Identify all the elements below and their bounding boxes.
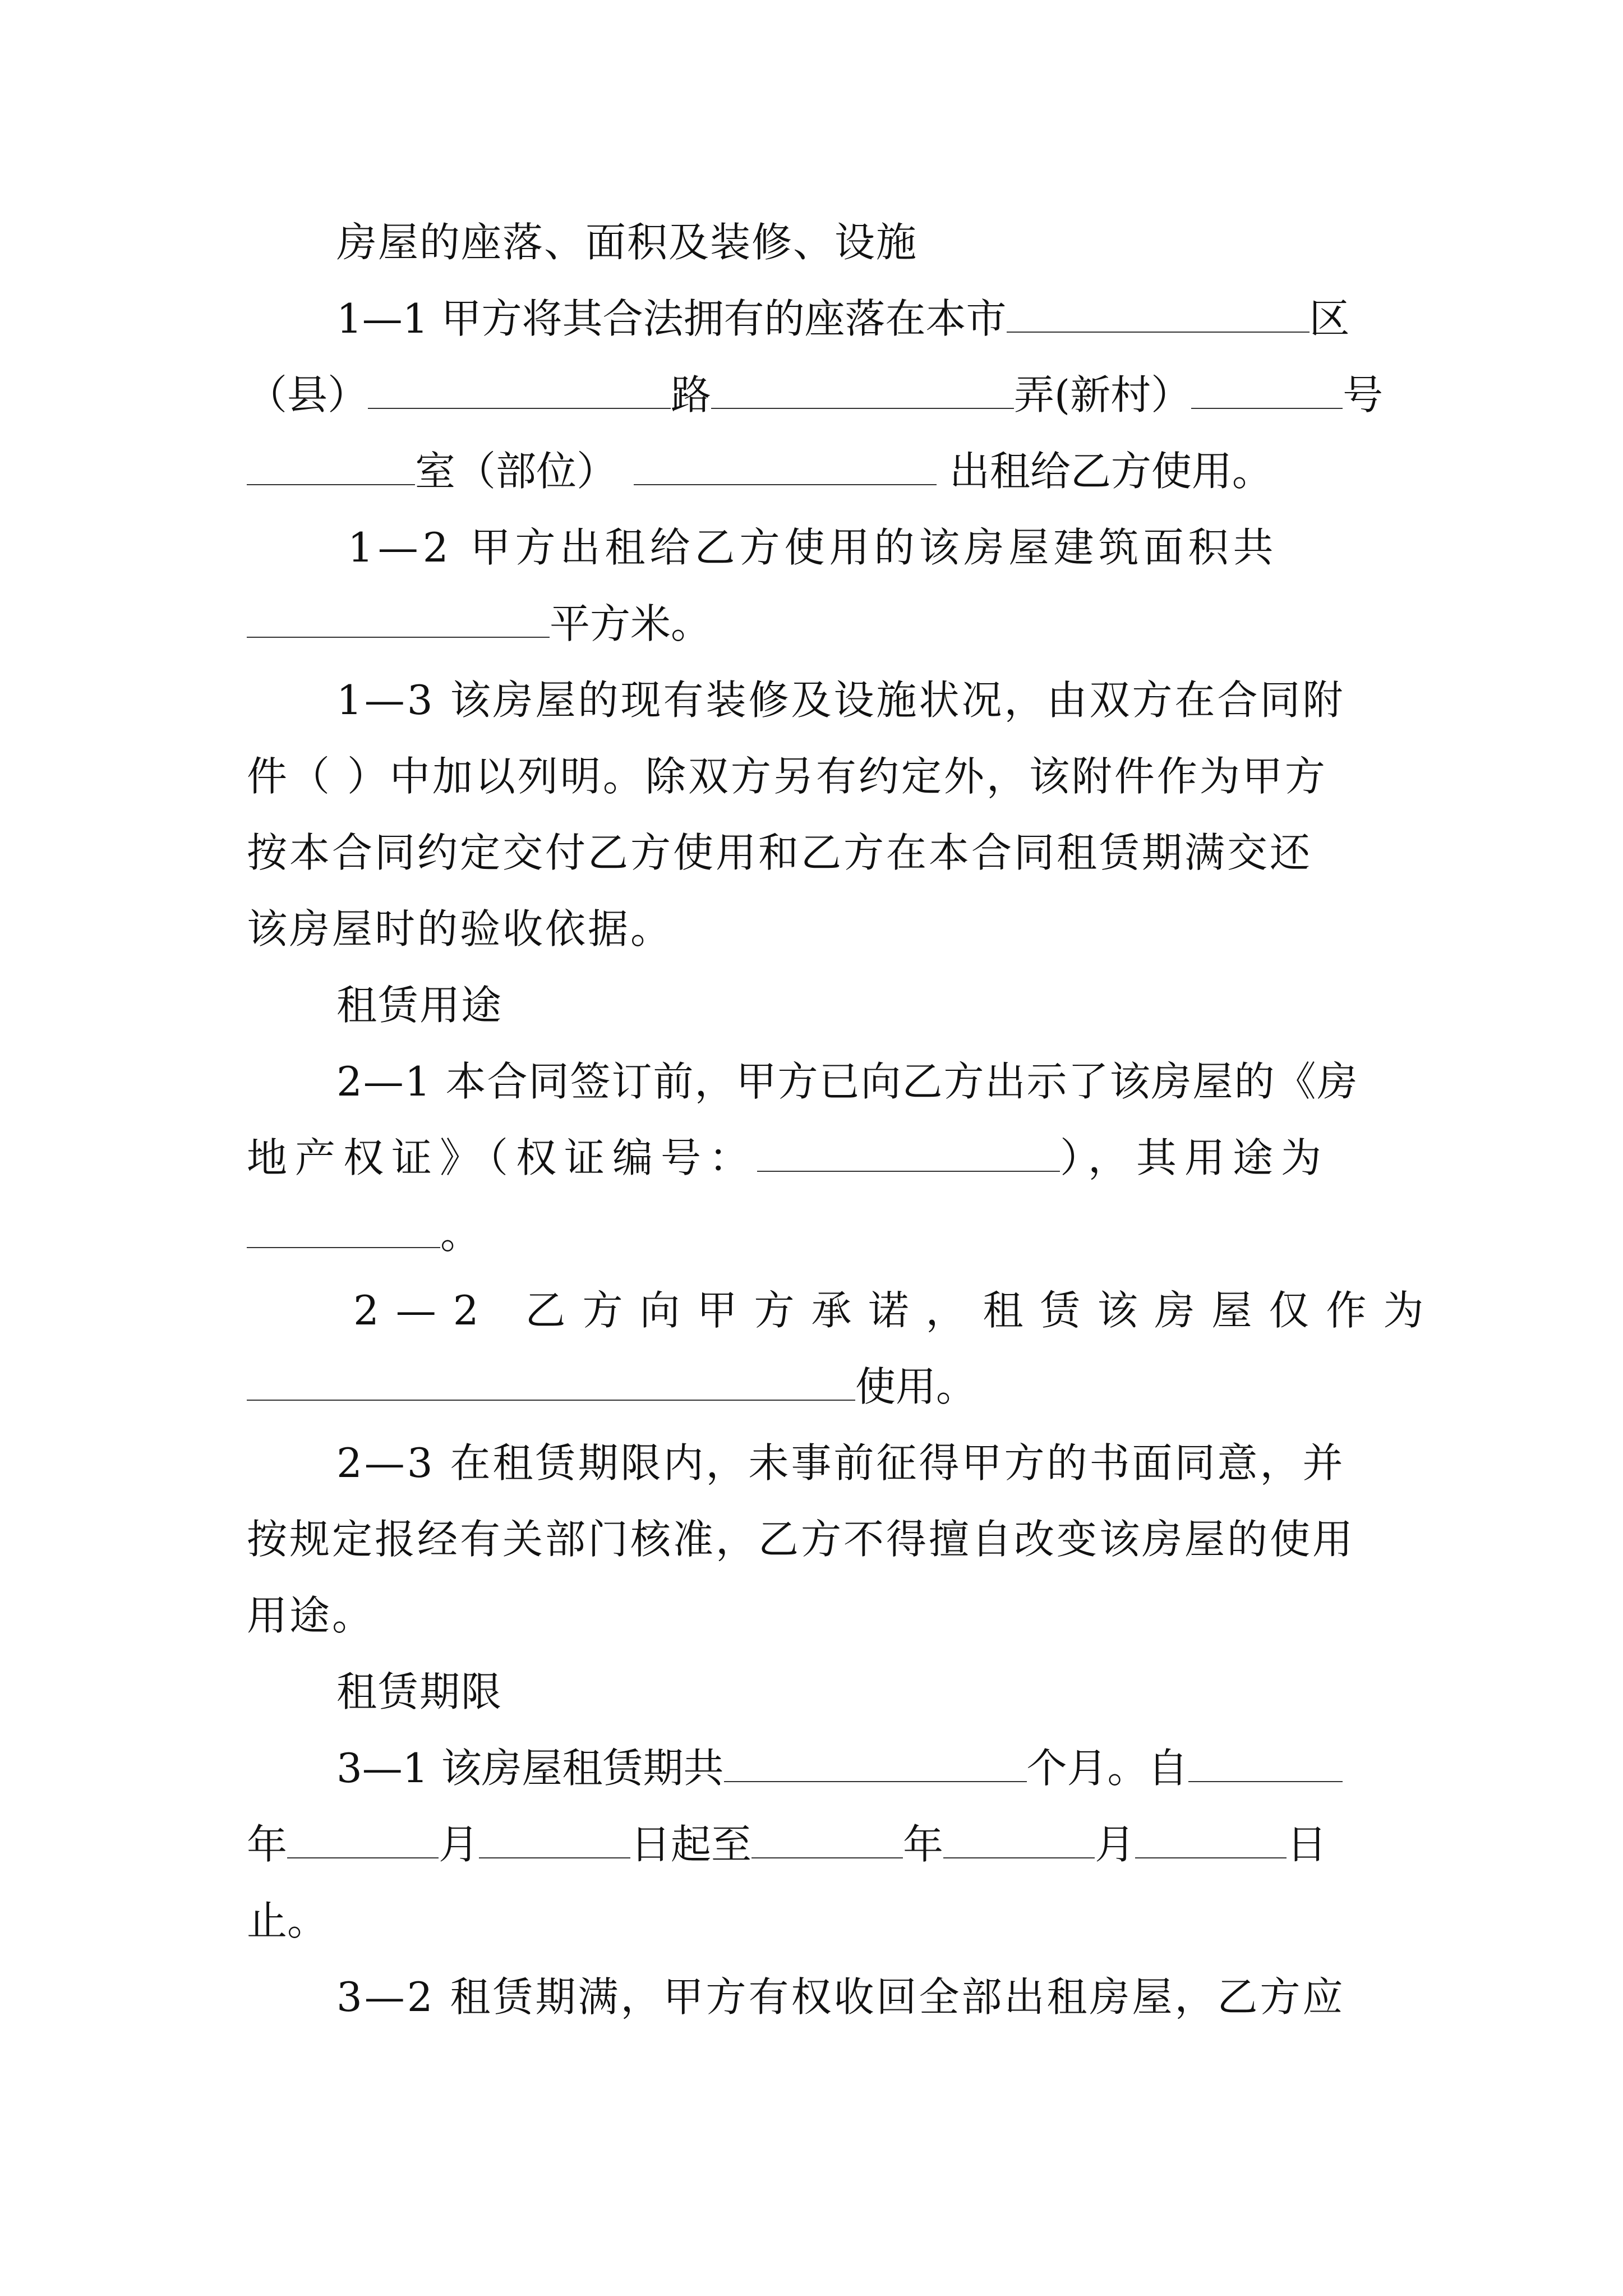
clause-text: 地产权证》（权证编号： bbox=[247, 1134, 758, 1181]
clause-text: 出租给乙方使用。 bbox=[937, 448, 1272, 495]
clause-text: ），其用途为 bbox=[1060, 1134, 1330, 1181]
clause-text: 路 bbox=[671, 371, 712, 418]
clause-text: 年 bbox=[247, 1821, 288, 1868]
clause-text: 。 bbox=[440, 1211, 481, 1258]
section-heading-location: 房屋的座落、面积及装修、设施 bbox=[336, 219, 918, 266]
clause-2-3-line-3: 用途。 bbox=[247, 1592, 375, 1639]
blank-start-month[interactable] bbox=[287, 1820, 439, 1858]
clause-3-2-line-1: 3—2 租赁期满，甲方有权收回全部出租房屋，乙方应 bbox=[336, 1973, 1345, 2021]
clause-2-2-line-1: 2—2 乙方向甲方承诺，租赁该房屋仅作为 bbox=[353, 1287, 1441, 1334]
clause-text: 月 bbox=[1095, 1821, 1136, 1868]
blank-use[interactable] bbox=[247, 1210, 440, 1248]
blank-district[interactable] bbox=[1007, 295, 1310, 333]
blank-start-year[interactable] bbox=[1188, 1744, 1343, 1782]
clause-text: 个月。自 bbox=[1026, 1745, 1188, 1792]
section-heading-usage: 租赁用途 bbox=[336, 982, 503, 1029]
clause-text: 1—1 甲方将其合法拥有的座落在本市 bbox=[336, 295, 1007, 342]
clause-1-1-line-3 bbox=[247, 444, 1272, 498]
blank-start-day[interactable] bbox=[479, 1820, 630, 1858]
clause-2-1-line-1: 2—1 本合同签订前，甲方已向乙方出示了该房屋的《房 bbox=[336, 1058, 1359, 1105]
clause-text: 弄(新村） bbox=[1014, 371, 1192, 418]
clause-1-2-line-1: 1—2 甲方出租给乙方使用的该房屋建筑面积共 bbox=[348, 524, 1278, 571]
clause-1-3-line-1: 1—3 该房屋的现有装修及设施状况，由双方在合同附 bbox=[336, 677, 1345, 724]
clause-2-1-line-3 bbox=[247, 1207, 481, 1261]
clause-2-2-line-2 bbox=[247, 1360, 976, 1414]
clause-text: 区 bbox=[1309, 295, 1350, 342]
clause-1-3-line-4: 该房屋时的验收依据。 bbox=[247, 905, 674, 953]
clause-text: （县） bbox=[247, 371, 368, 418]
clause-3-1-line-3: 止。 bbox=[247, 1897, 328, 1944]
clause-2-3-line-1: 2—3 在租赁期限内，未事前征得甲方的书面同意，并 bbox=[336, 1439, 1345, 1487]
blank-lane[interactable] bbox=[1191, 371, 1343, 409]
blank-certificate-number[interactable] bbox=[757, 1134, 1060, 1172]
clause-1-2-line-2 bbox=[247, 597, 711, 651]
blank-county[interactable] bbox=[368, 371, 671, 409]
blank-room[interactable] bbox=[634, 447, 937, 485]
blank-months[interactable] bbox=[724, 1744, 1027, 1782]
clause-text: 使用。 bbox=[855, 1363, 977, 1410]
clause-text: 室（部位） bbox=[415, 448, 617, 495]
clause-1-3-line-2: 件（ ）中加以列明。除双方另有约定外，该附件作为甲方 bbox=[247, 753, 1327, 800]
clause-text: 平方米。 bbox=[550, 600, 712, 647]
clause-text: 3—1 该房屋租赁期共 bbox=[336, 1745, 724, 1792]
clause-text: 月 bbox=[439, 1821, 479, 1868]
blank-purpose[interactable] bbox=[247, 1363, 855, 1401]
clause-3-1-line-1 bbox=[336, 1741, 1343, 1795]
clause-1-3-line-3: 按本合同约定交付乙方使用和乙方在本合同租赁期满交还 bbox=[247, 829, 1313, 876]
blank-area[interactable] bbox=[247, 600, 550, 638]
clause-2-3-line-2: 按规定报经有关部门核准，乙方不得擅自改变该房屋的使用 bbox=[247, 1516, 1355, 1563]
section-heading-term: 租赁期限 bbox=[336, 1668, 503, 1715]
clause-2-1-line-2 bbox=[247, 1131, 1329, 1185]
blank-road[interactable] bbox=[711, 371, 1014, 409]
clause-1-1-line-1 bbox=[336, 292, 1350, 346]
blank-end-day[interactable] bbox=[1135, 1820, 1287, 1858]
clause-3-1-line-2 bbox=[247, 1818, 1327, 1871]
blank-end-year[interactable] bbox=[751, 1820, 903, 1858]
clause-text: 号 bbox=[1343, 371, 1384, 418]
clause-text: 日起至 bbox=[630, 1821, 752, 1868]
clause-text: 日 bbox=[1287, 1821, 1327, 1868]
blank-number[interactable] bbox=[247, 447, 415, 485]
clause-text: 年 bbox=[903, 1821, 944, 1868]
clause-1-1-line-2 bbox=[247, 368, 1383, 422]
blank-end-month[interactable] bbox=[943, 1820, 1095, 1858]
